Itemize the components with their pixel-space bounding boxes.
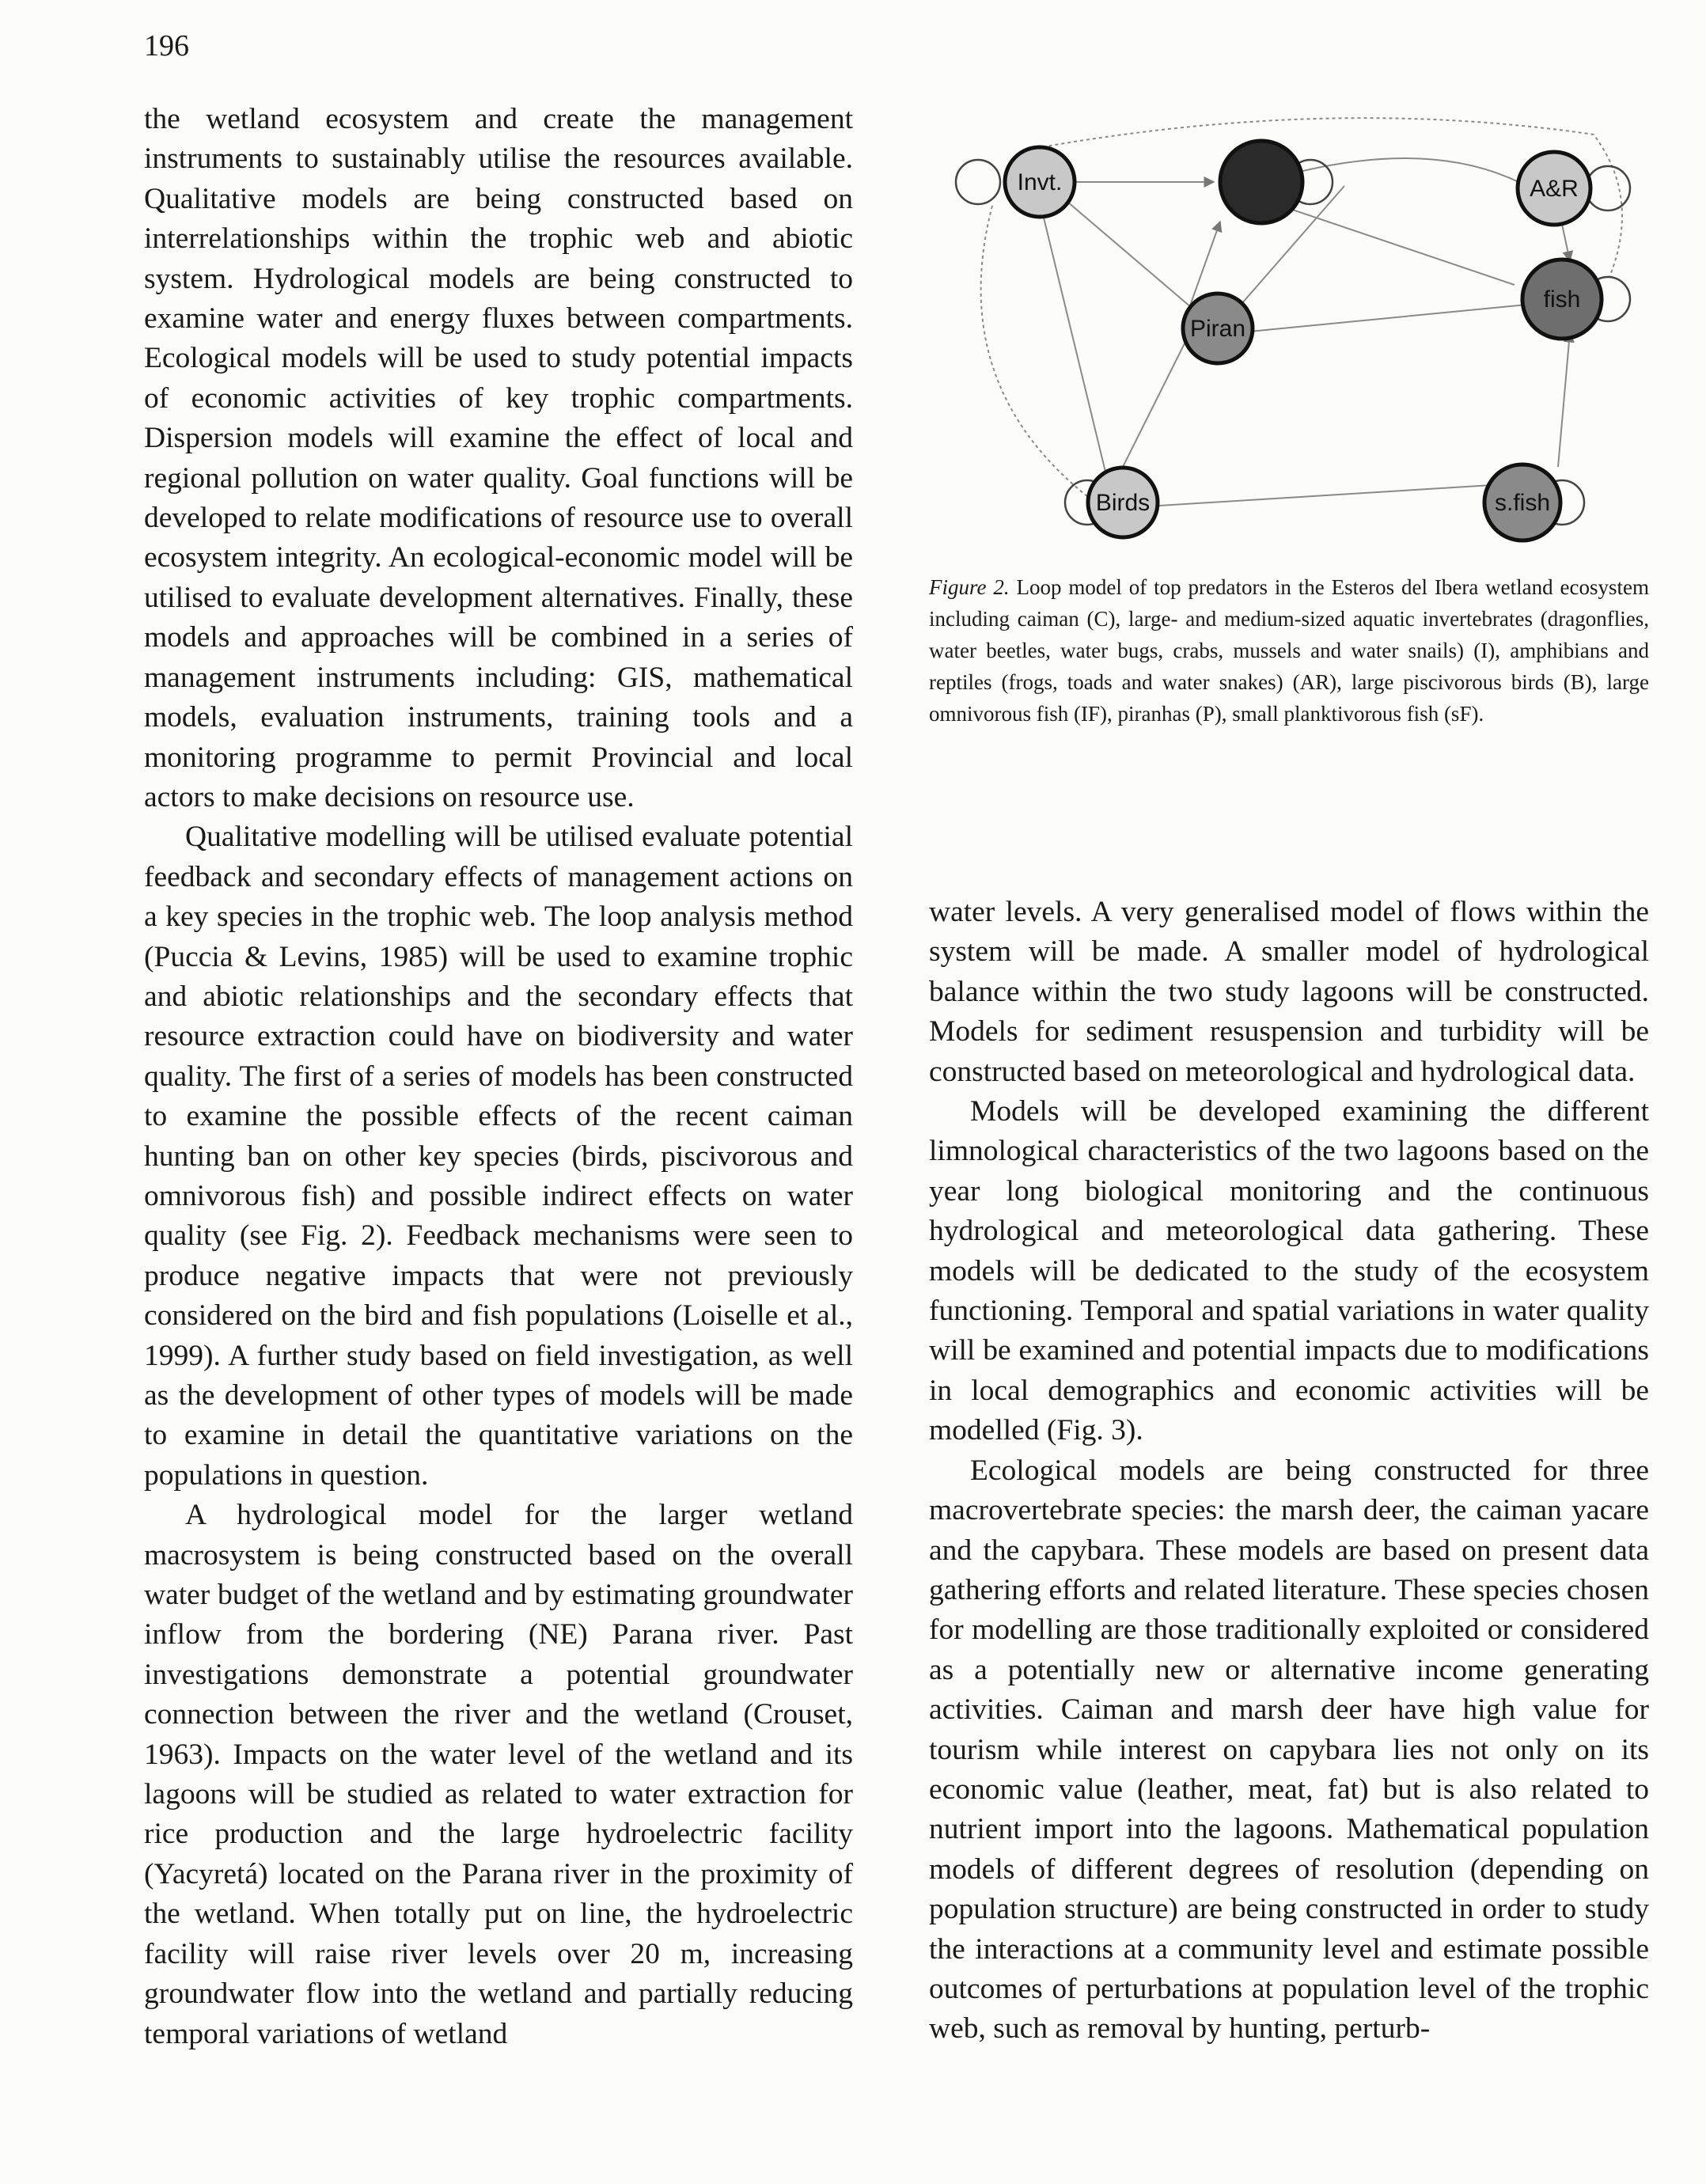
figure-caption-text: Loop model of top predators in the Esteros del Ibera wetland ecosystem including caiman (C), large- and medium-sized aquatic invertebrates (dragonflies, water beetles, water bugs, crabs, mussels and water snails) (I), amphibians and reptiles (frogs, toads and water snakes) (AR), large piscivorous birds (B), large omnivorous fish (IF), piranhas (P), small planktivorous fish (sF). xyxy=(929,575,1650,726)
node-piran xyxy=(1183,294,1253,363)
node-ar xyxy=(1518,152,1590,225)
page-number: 196 xyxy=(144,29,189,63)
node-fish xyxy=(1522,260,1602,339)
figure-caption-label: Figure 2. xyxy=(929,575,1010,599)
paragraph: the wetland ecosystem and create the management instruments to sustainably utilise the resources available. Qualitative models are being constructed based on interrelationships within the trophic web and abiotic system. Hydrological models are being constructed to examine water and energy fluxes between compartments. Ecological models will be used to study potential impacts of economic activities of key trophic compartments. Dispersion models will examine the effect of local and regional pollution on water quality. Goal functions will be developed to relate modifications of resource use to overall ecosystem integrity. An ecological-economic model will be utilised to evaluate development alternatives. Finally, these models and approaches will be combined in a series of management instruments including: GIS, mathematical models, evaluation instruments, training tools and a monitoring programme to permit Provincial and local actors to make decisions on resource use. xyxy=(144,103,853,813)
node-ar-label: A&R xyxy=(1530,176,1579,202)
node-birds xyxy=(1088,468,1158,537)
node-sfish-label: s.fish xyxy=(1494,490,1551,516)
paragraph: A hydrological model for the larger wetland macrosystem is being constructed based on the overall water budget of the wetland and by estimating groundwater inflow from the bordering (NE) Parana river. Past investigations demonstrate a potential groundwater connection between the river and the wetland (Crouset, 1963). Impacts on the water level of the wetland and its lagoons will be studied as related to water extraction for rice production and the large hydroelectric facility (Yacyretá) located on the Parana river in the proximity of the wetland. When totally put on line, the hydroelectric facility will raise river levels over 20 m, increasing groundwater flow into the wetland and partially reducing temporal variations of wetland xyxy=(144,1499,853,2050)
node-invt-label: Invt. xyxy=(1017,169,1063,195)
figure-caption xyxy=(929,571,1649,730)
node-birds-label: Birds xyxy=(1095,490,1151,516)
node-caiman xyxy=(1220,141,1302,223)
node-fish-label: fish xyxy=(1543,286,1581,313)
node-invt xyxy=(1005,147,1075,217)
node-piran-label: Piran xyxy=(1189,316,1246,342)
paragraph: Ecological models are being constructed for three macrovertebrate species: the marsh deer, the caiman yacare and the capybara. These models are based on present data gathering efforts and related literature. These species chosen for modelling are those traditionally exploited or considered as a potentially new or alternative income generating activities. Caiman and marsh deer have high value for tourism while interest on capybara lies not only on its economic value (leather, meat, fat) but is also related to nutrient import into the lagoons. Mathematical population models of different degrees of resolution (depending on population structure) are being constructed in order to study the interactions at a community level and estimate possible outcomes of perturbations at population level of the trophic web, such as removal by hunting, perturb- xyxy=(929,1454,1649,2046)
paragraph: Qualitative modelling will be utilised evaluate potential feedback and secondary effects of management actions on a key species in the trophic web. The loop analysis method (Puccia & Levins, 1985) will be used to examine trophic and abiotic relationships and the secondary effects that resource extraction could have on biodiversity and water quality. The first of a series of models has been constructed to examine the possible effects of the recent caiman hunting ban on other key species (birds, piscivorous and omnivorous fish) and possible indirect effects on water quality (see Fig. 2). Feedback mechanisms were seen to produce negative impacts that were not previously considered on the bird and fish populations (Loiselle et al., 1999). A further study based on field investigation, as well as the development of other types of models will be made to examine in detail the quantitative variations on the populations in question. xyxy=(144,821,853,1492)
figure-2 xyxy=(929,103,1649,730)
node-sfish xyxy=(1484,464,1560,540)
paragraph: Models will be developed examining the different limnological characteristics of the two lagoons based on the year long biological monitoring and the continuous hydrological and meteorological data gathering. These models will be dedicated to the study of the ecosystem functioning. Temporal and spatial variations in water quality will be examined and potential impacts due to modifications in local demographics and economic activities will be modelled (Fig. 3). xyxy=(929,1095,1649,1447)
left-column xyxy=(144,100,853,2054)
loop-model-diagram xyxy=(929,103,1649,554)
paragraph: water levels. A very generalised model of flows within the system will be made. A smaller model of hydrological balance within the two study lagoons will be constructed. Models for sediment resuspension and turbidity will be constructed based on meteorological and hydrological data. xyxy=(929,896,1649,1088)
diagram-nodes xyxy=(1005,141,1602,540)
right-column xyxy=(929,893,1649,2049)
